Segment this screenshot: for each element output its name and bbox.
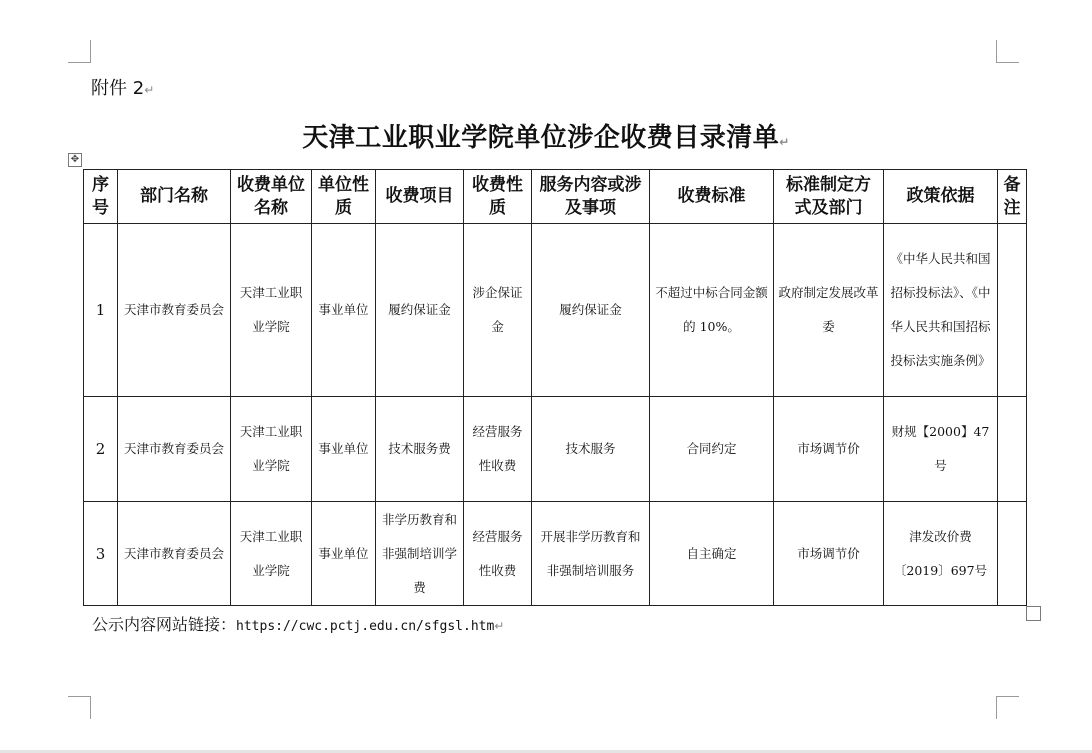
cell-fee-item: 履约保证金 [376,224,464,397]
cell-service: 履约保证金 [532,224,650,397]
cell-unit: 天津工业职业学院 [231,224,312,397]
table-move-handle-icon[interactable]: ✥ [68,153,82,167]
cell-department: 天津市教育委员会 [118,397,231,502]
document-title-text: 天津工业职业学院单位涉企收费目录清单 [302,123,780,153]
crop-mark-bottom-left [68,696,91,719]
cell-basis: 《中华人民共和国招标投标法》、《中华人民共和国招标投标法实施条例》 [884,224,998,397]
header-seq: 序号 [84,170,118,224]
table-row [84,224,1027,397]
fee-catalog-table [83,169,1027,606]
cell-fee-item: 技术服务费 [376,397,464,502]
cell-seq: 3 [84,502,118,606]
header-method: 标准制定方式及部门 [774,170,884,224]
header-remark: 备注 [998,170,1027,224]
cell-basis: 津发改价费〔2019〕697号 [884,502,998,606]
header-basis: 政策依据 [884,170,998,224]
cell-remark [998,502,1027,606]
table-row [84,397,1027,502]
attachment-label [91,74,154,100]
header-unit-nature: 单位性质 [312,170,376,224]
crop-mark-top-right [996,40,1019,63]
footer-link-label: 公示内容网站链接： [92,615,237,634]
cell-unit-nature: 事业单位 [312,224,376,397]
header-fee-item: 收费项目 [376,170,464,224]
paragraph-mark: ↵ [779,135,790,149]
cell-service: 开展非学历教育和非强制培训服务 [532,502,650,606]
header-standard: 收费标准 [650,170,774,224]
cell-method: 市场调节价 [774,397,884,502]
cell-fee-nature: 涉企保证金 [464,224,532,397]
cell-fee-nature: 经营服务性收费 [464,502,532,606]
crop-mark-bottom-right [996,696,1019,719]
header-fee-nature: 收费性质 [464,170,532,224]
cell-fee-nature: 经营服务性收费 [464,397,532,502]
cell-unit-nature: 事业单位 [312,502,376,606]
cell-remark [998,224,1027,397]
header-service: 服务内容或涉及事项 [532,170,650,224]
footer-link-line [92,612,504,635]
cell-method: 政府制定发展改革委 [774,224,884,397]
table-row [84,502,1027,606]
cell-fee-item: 非学历教育和非强制培训学费 [376,502,464,606]
cell-standard: 自主确定 [650,502,774,606]
cell-seq: 1 [84,224,118,397]
attachment-label-text: 附件 2 [91,78,145,99]
cell-standard: 不超过中标合同金额的 10%。 [650,224,774,397]
cell-method: 市场调节价 [774,502,884,606]
cell-remark [998,397,1027,502]
cell-basis: 财规【2000】47号 [884,397,998,502]
header-department: 部门名称 [118,170,231,224]
cell-unit-nature: 事业单位 [312,397,376,502]
cell-unit: 天津工业职业学院 [231,502,312,606]
cell-standard: 合同约定 [650,397,774,502]
cell-department: 天津市教育委员会 [118,502,231,606]
cell-department: 天津市教育委员会 [118,224,231,397]
table-resize-handle[interactable] [1026,606,1041,621]
paragraph-mark: ↵ [494,619,505,633]
footer-link-url[interactable]: https://cwc.pctj.edu.cn/sfgsl.htm [236,619,495,634]
cell-seq: 2 [84,397,118,502]
header-unit: 收费单位名称 [231,170,312,224]
cell-unit: 天津工业职业学院 [231,397,312,502]
crop-mark-top-left [68,40,91,63]
cell-service: 技术服务 [532,397,650,502]
paragraph-mark: ↵ [144,83,155,97]
document-title [0,117,1092,154]
table-header-row [84,170,1027,224]
